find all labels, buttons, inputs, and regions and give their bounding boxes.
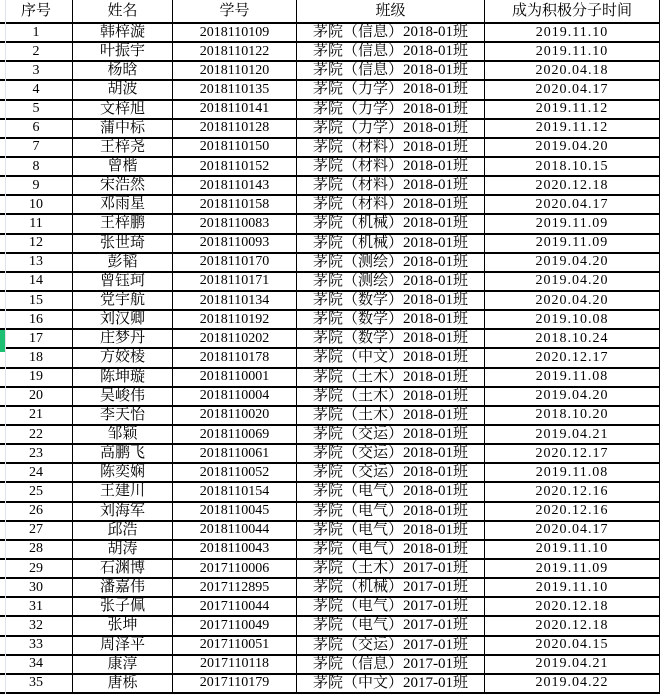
cell-name[interactable]: 潘嘉伟 [73,579,173,598]
cell-class[interactable]: 茅院（机械）2018-01班 [297,235,485,254]
cell-index[interactable]: 3 [0,62,73,81]
cell-name[interactable]: 王梓鹏 [73,215,173,234]
column-header-class[interactable]: 班级 [297,0,485,24]
cell-name[interactable]: 王建川 [73,483,173,502]
cell-class[interactable]: 茅院（电气）2018-01班 [297,541,485,560]
cell-class[interactable]: 茅院（交运）2018-01班 [297,464,485,483]
cell-index[interactable]: 30 [0,579,73,598]
cell-name[interactable]: 彭韬 [73,254,173,273]
cell-class[interactable]: 茅院（土木）2018-01班 [297,369,485,388]
cell-index[interactable]: 10 [0,196,73,215]
cell-date[interactable]: 2020.12.17 [485,445,660,464]
cell-name[interactable]: 方姣棱 [73,349,173,368]
cell-index[interactable]: 18 [0,349,73,368]
cell-student-id[interactable]: 2018110045 [173,503,297,522]
cell-date[interactable]: 2020.04.20 [485,292,660,311]
cell-name[interactable]: 曾钰珂 [73,273,173,292]
cell-class[interactable]: 茅院（中文）2018-01班 [297,349,485,368]
cell-index[interactable]: 21 [0,407,73,426]
cell-index[interactable]: 20 [0,388,73,407]
cell-class[interactable]: 茅院（电气）2017-01班 [297,617,485,636]
cell-student-id[interactable]: 2017112895 [173,579,297,598]
cell-student-id[interactable]: 2018110083 [173,215,297,234]
cell-student-id[interactable]: 2018110109 [173,24,297,43]
cell-index[interactable]: 4 [0,81,73,100]
cell-date[interactable]: 2019.04.20 [485,388,660,407]
cell-student-id[interactable]: 2018110135 [173,81,297,100]
cell-date[interactable]: 2019.11.10 [485,43,660,62]
cell-date[interactable]: 2020.04.17 [485,81,660,100]
cell-class[interactable]: 茅院（力学）2018-01班 [297,81,485,100]
cell-name[interactable]: 陈坤璇 [73,369,173,388]
cell-name[interactable]: 邹颖 [73,426,173,445]
cell-date[interactable]: 2019.11.12 [485,120,660,139]
cell-index[interactable]: 19 [0,369,73,388]
cell-date[interactable]: 2020.04.15 [485,637,660,656]
cell-index[interactable]: 9 [0,177,73,196]
cell-index[interactable]: 31 [0,598,73,617]
cell-student-id[interactable]: 2018110141 [173,101,297,120]
cell-index[interactable]: 32 [0,617,73,636]
cell-student-id[interactable]: 2017110049 [173,617,297,636]
cell-name[interactable]: 张世琦 [73,235,173,254]
cell-index[interactable]: 27 [0,522,73,541]
cell-index[interactable]: 34 [0,656,73,675]
cell-date[interactable]: 2019.04.22 [485,675,660,694]
cell-class[interactable]: 茅院（土木）2018-01班 [297,388,485,407]
cell-date[interactable]: 2019.04.21 [485,656,660,675]
cell-student-id[interactable]: 2018110069 [173,426,297,445]
cell-class[interactable]: 茅院（力学）2018-01班 [297,101,485,120]
cell-index[interactable]: 8 [0,158,73,177]
cell-name[interactable]: 韩梓漩 [73,24,173,43]
cell-class[interactable]: 茅院（测绘）2018-01班 [297,273,485,292]
cell-date[interactable]: 2020.04.17 [485,522,660,541]
cell-index[interactable]: 25 [0,483,73,502]
cell-student-id[interactable]: 2018110004 [173,388,297,407]
cell-class[interactable]: 茅院（信息）2018-01班 [297,24,485,43]
cell-name[interactable]: 唐栎 [73,675,173,694]
cell-name[interactable]: 文梓旭 [73,101,173,120]
cell-date[interactable]: 2019.11.09 [485,235,660,254]
cell-date[interactable]: 2019.11.09 [485,215,660,234]
cell-student-id[interactable]: 2018110134 [173,292,297,311]
cell-class[interactable]: 茅院（数学）2018-01班 [297,292,485,311]
cell-class[interactable]: 茅院（交运）2018-01班 [297,426,485,445]
cell-index[interactable]: 35 [0,675,73,694]
cell-class[interactable]: 茅院（测绘）2018-01班 [297,254,485,273]
cell-student-id[interactable]: 2017110051 [173,637,297,656]
cell-class[interactable]: 茅院（材料）2018-01班 [297,139,485,158]
cell-date[interactable]: 2019.11.10 [485,541,660,560]
cell-class[interactable]: 茅院（材料）2018-01班 [297,177,485,196]
cell-class[interactable]: 茅院（数学）2018-01班 [297,330,485,349]
cell-name[interactable]: 张坤 [73,617,173,636]
cell-date[interactable]: 2019.11.10 [485,579,660,598]
cell-date[interactable]: 2020.12.18 [485,617,660,636]
cell-index[interactable]: 13 [0,254,73,273]
column-header-student-id[interactable]: 学号 [173,0,297,24]
cell-name[interactable]: 康淳 [73,656,173,675]
cell-date[interactable]: 2018.10.20 [485,407,660,426]
cell-student-id[interactable]: 2018110170 [173,254,297,273]
cell-date[interactable]: 2020.12.18 [485,598,660,617]
cell-name[interactable]: 张子佩 [73,598,173,617]
cell-date[interactable]: 2020.12.16 [485,483,660,502]
cell-student-id[interactable]: 2018110044 [173,522,297,541]
cell-class[interactable]: 茅院（机械）2017-01班 [297,579,485,598]
cell-class[interactable]: 茅院（土木）2018-01班 [297,407,485,426]
cell-date[interactable]: 2019.11.10 [485,24,660,43]
cell-class[interactable]: 茅院（力学）2018-01班 [297,120,485,139]
cell-student-id[interactable]: 2018110043 [173,541,297,560]
cell-name[interactable]: 刘汉卿 [73,311,173,330]
cell-name[interactable]: 石渊博 [73,560,173,579]
cell-student-id[interactable]: 2018110061 [173,445,297,464]
cell-class[interactable]: 茅院（土木）2017-01班 [297,560,485,579]
column-header-name[interactable]: 姓名 [73,0,173,24]
cell-name[interactable]: 邱浩 [73,522,173,541]
cell-index[interactable]: 2 [0,43,73,62]
cell-student-id[interactable]: 2018110093 [173,235,297,254]
cell-date[interactable]: 2019.10.08 [485,311,660,330]
cell-class[interactable]: 茅院（电气）2018-01班 [297,503,485,522]
cell-date[interactable]: 2020.04.17 [485,196,660,215]
cell-class[interactable]: 茅院（信息）2017-01班 [297,656,485,675]
cell-student-id[interactable]: 2018110178 [173,349,297,368]
cell-date[interactable]: 2019.04.20 [485,254,660,273]
sheet-gridline [5,0,6,694]
cell-student-id[interactable]: 2018110001 [173,369,297,388]
cell-student-id[interactable]: 2017110044 [173,598,297,617]
cell-date[interactable]: 2020.04.18 [485,62,660,81]
cell-index[interactable]: 33 [0,637,73,656]
cell-name[interactable]: 吴峻伟 [73,388,173,407]
cell-class[interactable]: 茅院（材料）2018-01班 [297,158,485,177]
cell-date[interactable]: 2018.10.15 [485,158,660,177]
cell-class[interactable]: 茅院（机械）2018-01班 [297,215,485,234]
cell-name[interactable]: 陈奕娴 [73,464,173,483]
cell-name[interactable]: 宋浩然 [73,177,173,196]
cell-date[interactable]: 2019.04.20 [485,273,660,292]
cell-index[interactable]: 6 [0,120,73,139]
cell-index[interactable]: 23 [0,445,73,464]
cell-student-id[interactable]: 2018110122 [173,43,297,62]
cell-name[interactable]: 党宇航 [73,292,173,311]
cell-name[interactable]: 周泽平 [73,637,173,656]
cell-date[interactable]: 2019.04.21 [485,426,660,445]
cell-student-id[interactable]: 2018110143 [173,177,297,196]
cell-date[interactable]: 2019.04.20 [485,139,660,158]
cell-student-id[interactable]: 2018110120 [173,62,297,81]
cell-class[interactable]: 茅院（电气）2018-01班 [297,483,485,502]
cell-class[interactable]: 茅院（信息）2018-01班 [297,62,485,81]
cell-student-id[interactable]: 2018110150 [173,139,297,158]
cell-class[interactable]: 茅院（交运）2017-01班 [297,637,485,656]
cell-index[interactable]: 28 [0,541,73,560]
cell-student-id[interactable]: 2018110052 [173,464,297,483]
cell-class[interactable]: 茅院（电气）2018-01班 [297,522,485,541]
cell-student-id[interactable]: 2018110152 [173,158,297,177]
cell-index[interactable]: 1 [0,24,73,43]
cell-date[interactable]: 2020.12.18 [485,177,660,196]
cell-name[interactable]: 李天怡 [73,407,173,426]
cell-name[interactable]: 王梓尧 [73,139,173,158]
cell-name[interactable]: 胡波 [73,81,173,100]
cell-class[interactable]: 茅院（信息）2018-01班 [297,43,485,62]
cell-index[interactable]: 7 [0,139,73,158]
cell-class[interactable]: 茅院（电气）2017-01班 [297,598,485,617]
cell-class[interactable]: 茅院（中文）2017-01班 [297,675,485,694]
cell-date[interactable]: 2019.11.08 [485,369,660,388]
cell-index[interactable]: 17 [0,330,73,349]
cell-student-id[interactable]: 2018110020 [173,407,297,426]
cell-name[interactable]: 胡涛 [73,541,173,560]
cell-name[interactable]: 庄梦丹 [73,330,173,349]
cell-name[interactable]: 叶振宇 [73,43,173,62]
cell-student-id[interactable]: 2017110179 [173,675,297,694]
cell-name[interactable]: 杨晗 [73,62,173,81]
cell-name[interactable]: 高鹏飞 [73,445,173,464]
cell-student-id[interactable]: 2017110006 [173,560,297,579]
cell-date[interactable]: 2020.12.17 [485,349,660,368]
cell-student-id[interactable]: 2018110202 [173,330,297,349]
cell-student-id[interactable]: 2017110118 [173,656,297,675]
cell-name[interactable]: 邓雨星 [73,196,173,215]
cell-student-id[interactable]: 2018110158 [173,196,297,215]
cell-date[interactable]: 2019.11.09 [485,560,660,579]
column-header-date[interactable]: 成为积极分子时间 [485,0,660,24]
cell-name[interactable]: 蒲中标 [73,120,173,139]
cell-index[interactable]: 12 [0,235,73,254]
cell-class[interactable]: 茅院（材料）2018-01班 [297,196,485,215]
cell-index[interactable]: 15 [0,292,73,311]
cell-index[interactable]: 22 [0,426,73,445]
cell-date[interactable]: 2018.10.24 [485,330,660,349]
cell-index[interactable]: 24 [0,464,73,483]
cell-date[interactable]: 2019.11.12 [485,101,660,120]
column-header-index[interactable]: 序号 [0,0,73,24]
cell-student-id[interactable]: 2018110192 [173,311,297,330]
cell-student-id[interactable]: 2018110171 [173,273,297,292]
cell-index[interactable]: 26 [0,503,73,522]
cell-index[interactable]: 5 [0,101,73,120]
cell-class[interactable]: 茅院（数学）2018-01班 [297,311,485,330]
cell-student-id[interactable]: 2018110128 [173,120,297,139]
cell-student-id[interactable]: 2018110154 [173,483,297,502]
cell-name[interactable]: 刘海军 [73,503,173,522]
cell-date[interactable]: 2019.11.08 [485,464,660,483]
cell-date[interactable]: 2020.12.16 [485,503,660,522]
cell-name[interactable]: 曾楷 [73,158,173,177]
cell-index[interactable]: 16 [0,311,73,330]
cell-class[interactable]: 茅院（交运）2018-01班 [297,445,485,464]
cell-index[interactable]: 29 [0,560,73,579]
cell-index[interactable]: 11 [0,215,73,234]
cell-index[interactable]: 14 [0,273,73,292]
